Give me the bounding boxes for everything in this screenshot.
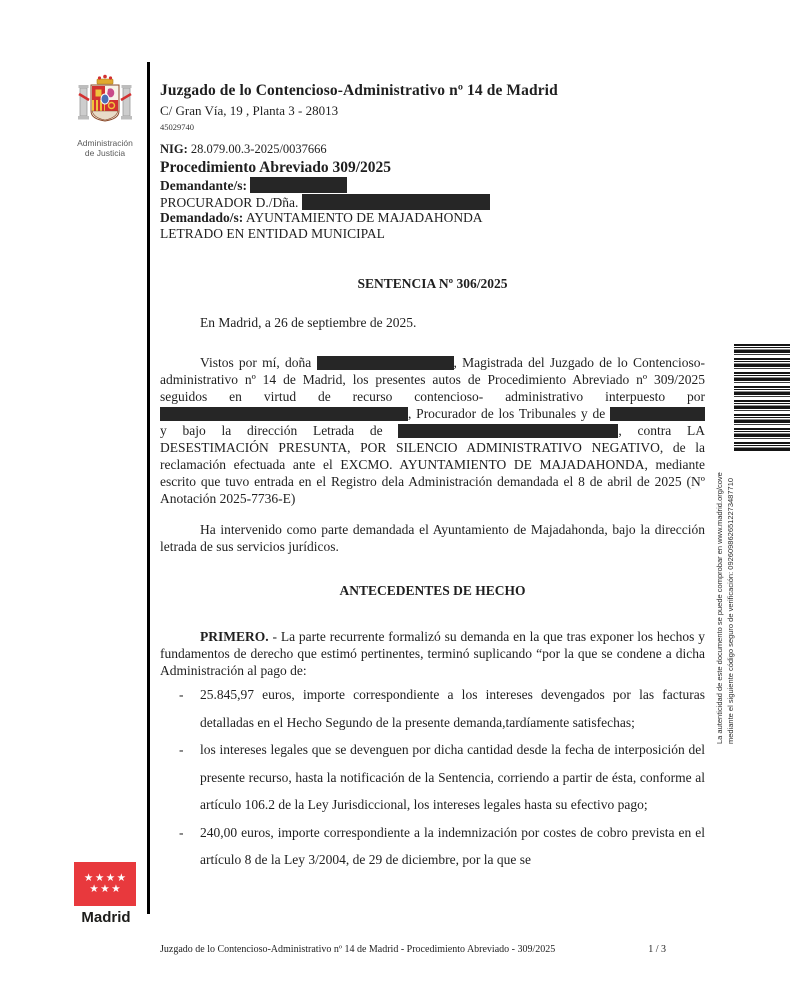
redaction-box [302, 194, 490, 210]
verification-text [714, 446, 736, 744]
redaction-box [160, 407, 408, 421]
stars-row-icon: ★★★ [89, 884, 123, 895]
p1-text: , Magistrada del Juzgado de lo Contencioso-administrativo nº 14 de Madrid, los presentes autos de Procedimiento Abreviado nº 309/2025 seguidos en virtud de recurso contencioso- administrativo interpuesto por [160, 355, 705, 404]
verification-barcode-icon [734, 344, 790, 451]
demandado-label: Demandado/s: [160, 210, 244, 225]
document-header [160, 82, 708, 241]
court-title: Juzgado de lo Contencioso-Administrativo nº 14 de Madrid [160, 82, 558, 99]
party-demandado [160, 210, 708, 226]
judgment-body [160, 276, 705, 874]
p1-text: Vistos por mí, doña [200, 355, 317, 370]
redaction-box [250, 177, 347, 193]
paragraph-intervencion [160, 521, 705, 555]
redaction-box [610, 407, 705, 421]
verification-line: mediante el siguiente código seguro de verificación: 0926098626512273487710 [726, 477, 735, 744]
redaction-box [398, 424, 618, 438]
madrid-flag-icon [74, 862, 136, 906]
nig-line [160, 142, 708, 157]
party-letrado: LETRADO EN ENTIDAD MUNICIPAL [160, 225, 385, 241]
demandante-label: Demandante/s: [160, 178, 251, 193]
nig-label: NIG: [160, 142, 188, 156]
verification-line: La autenticidad de este documento se puede comprobar en www.madrid.org/cove [715, 472, 724, 744]
p2-text: Ha intervenido como parte demandada el Ayuntamiento de Majadahonda, bajo la dirección letrada de sus servicios jurídicos. [160, 522, 705, 554]
page-footer [160, 944, 708, 955]
redaction-box [317, 356, 454, 370]
paragraph-primero [160, 628, 705, 679]
p1-text: , contra LA DESESTIMACIÓN PRESUNTA, POR SILENCIO ADMINISTRATIVO NEGATIVO, de la reclamación efectuada ante el EXCMO. AYUNTAMIENTO DE MAJADAHONDA, mediante escrito que tuvo entrada en el Registro dela Administración demandada el 8 de abril de 2025 (Nº Anotación 2025-7736-E) [160, 423, 705, 506]
page-number: 1 / 3 [648, 944, 666, 955]
madrid-logo [74, 862, 138, 926]
primero-label: PRIMERO. [200, 629, 269, 644]
claim-item: - 240,00 euros, importe correspondiente a la indemnización por costes de cobro prevista en el artículo 8 de la Ley 3/2004, de 29 de diciembre, por la que se [177, 819, 705, 874]
sentence-title: SENTENCIA Nº 306/2025 [357, 276, 508, 291]
p1-text: , Procurador de los Tribunales y de [408, 406, 610, 421]
justice-administration-emblem [72, 72, 138, 158]
court-address: C/ Gran Vía, 19 , Planta 3 - 28013 [160, 103, 339, 118]
primero-text: - La parte recurrente formalizó su demanda en la que tras exponer los hechos y fundamentos de derecho que estimó pertinentes, terminó suplicando “por la que se condene a dicha Administración al pago de: [160, 629, 705, 678]
footer-text: Juzgado de lo Contencioso-Administrativo nº 14 de Madrid - Procedimiento Abreviado - 309/2025 [160, 944, 556, 955]
spain-coat-of-arms-icon [77, 119, 133, 136]
paragraph-vistos [160, 354, 705, 507]
party-procurador [160, 194, 708, 211]
demandado-value: AYUNTAMIENTO DE MAJADAHONDA [243, 210, 483, 225]
claims-list [177, 681, 705, 874]
stars-row-icon: ★★★★ [83, 873, 128, 884]
claim-item: - los intereses legales que se devenguen por dicha cantidad desde la fecha de interposición del presente recurso, hasta la notificación de la Sentencia, corriendo a partir de ésta, conforme al artículo 106.2 de la Ley Jurisdiccional, los intereses legales hasta su efectivo pago; [177, 736, 705, 819]
claim-item: - 25.845,97 euros, importe correspondiente a los intereses devengados por las facturas detalladas en el Hecho Segundo de la presente demanda,tardíamente satisfechas; [177, 681, 705, 736]
procurador-label: PROCURADOR D./Dña. [160, 194, 302, 210]
party-demandante [160, 177, 708, 194]
document-code: 45029740 [160, 122, 194, 132]
madrid-logo-label: Madrid [81, 909, 131, 926]
margin-divider [147, 62, 150, 914]
emblem-caption: Administración de Justicia [77, 138, 133, 158]
p1-text: y bajo la dirección Letrada de [160, 423, 399, 438]
section-heading-antecedentes: ANTECEDENTES DE HECHO [339, 583, 526, 598]
date-line: En Madrid, a 26 de septiembre de 2025. [200, 315, 417, 330]
procedure-title: Procedimiento Abreviado 309/2025 [160, 159, 392, 176]
nig-value: 28.079.00.3-2025/0037666 [187, 142, 327, 156]
